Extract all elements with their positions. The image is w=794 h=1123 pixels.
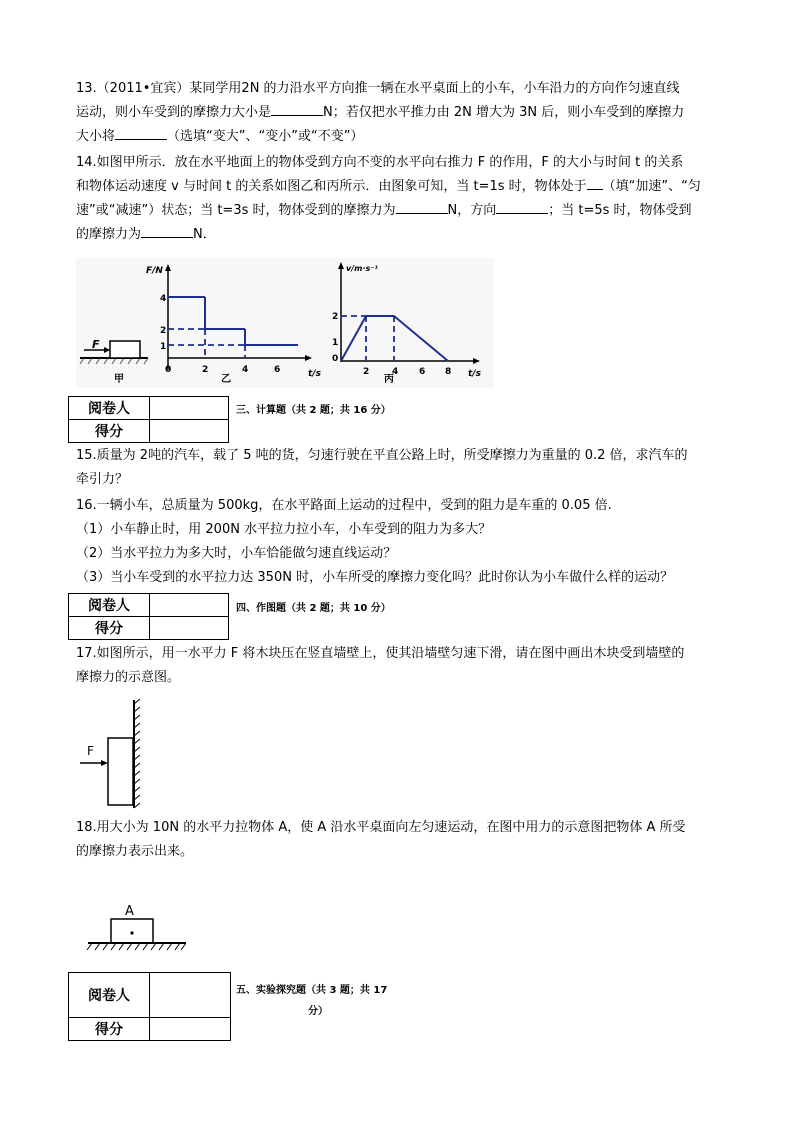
f-axis-label: F/N <box>146 266 163 276</box>
q16-sub3: （3）当小车受到的水平拉力达 350N 时，小车所受的摩擦力变化吗？此时你认为小车做什么样的运动？ <box>76 570 674 585</box>
grader-table <box>68 396 229 443</box>
answer-blank[interactable] <box>271 101 323 116</box>
block <box>110 341 140 358</box>
q16-sub2: （2）当水平拉力为多大时，小车恰能做匀速直线运动？ <box>76 546 397 561</box>
section-5-line2: 分） <box>308 1006 328 1017</box>
score-label: 得分 <box>69 420 150 443</box>
section-5-line1: 五、实验探究题（共 3 题；共 17 <box>236 985 388 996</box>
q15-line2: 牵引力？ <box>76 472 129 487</box>
arrow-head <box>101 760 108 766</box>
answer-blank[interactable] <box>587 175 603 190</box>
q15-line1: 15.质量为 2吨的汽车，载了 5 吨的货，匀速行驶在平直公路上时，所受摩擦力为重量的 0.2 倍，求汽车的 <box>76 448 688 463</box>
q16-line1: 16.一辆小车，总质量为 500kg，在水平路面上运动的过程中，受到的阻力是车重的 0.05 倍. <box>76 498 612 513</box>
reviewer-cell[interactable] <box>150 594 229 617</box>
grader-table <box>68 593 229 640</box>
question-16 <box>76 494 726 590</box>
t2-axis-label: t/s <box>468 369 481 379</box>
q13-line1: 13.（2011•宜宾）某同学用2N 的力沿水平方向推一辆在水平桌面上的小车，小车沿力的方向作匀速直线 <box>76 81 680 96</box>
q14-line3c: ；当 t=5s 时，物体受到 <box>548 203 692 218</box>
figure-background <box>76 258 494 388</box>
score-label: 得分 <box>69 1018 150 1041</box>
q13-line2 <box>76 101 726 125</box>
question-17 <box>76 642 726 690</box>
v-tick-2: 2 <box>332 312 339 322</box>
center-dot <box>130 931 133 934</box>
score-label: 得分 <box>69 617 150 640</box>
t-tick-0: 0 <box>165 365 172 375</box>
object-a <box>111 919 153 943</box>
t2-tick-2: 2 <box>363 367 370 377</box>
yi-label: 乙 <box>221 374 231 385</box>
section-5-heading <box>236 980 416 1022</box>
question-18 <box>76 816 726 864</box>
reviewer-label: 阅卷人 <box>69 397 150 420</box>
q13-line3b: （选填“变大”、“变小”或“不变”） <box>167 129 364 144</box>
grader-table <box>68 972 231 1041</box>
q14-line3a: 速”或“减速”）状态；当 t=3s 时，物体受到的摩擦力为 <box>76 203 396 218</box>
q13-line3 <box>76 125 726 149</box>
question-14 <box>76 151 726 247</box>
figure-17 <box>76 698 156 810</box>
t2-tick-0: 0 <box>332 354 339 364</box>
object-a-label: A <box>125 904 134 919</box>
score-cell[interactable] <box>150 617 229 640</box>
answer-blank[interactable] <box>141 223 193 238</box>
reviewer-label: 阅卷人 <box>69 973 150 1018</box>
question-15 <box>76 444 726 492</box>
v-tick-1: 1 <box>332 338 339 348</box>
section-3-heading: 三、计算题（共 2 题；共 16 分） <box>236 405 391 416</box>
q18-line2: 的摩擦力表示出来。 <box>76 844 194 859</box>
q14-line3 <box>76 199 726 223</box>
q14-line4b: N． <box>193 227 216 242</box>
section-4-heading: 四、作图题（共 2 题；共 10 分） <box>236 603 391 614</box>
answer-blank[interactable] <box>496 199 548 214</box>
t2-tick-4: 4 <box>392 367 399 377</box>
q16-sub1: （1）小车静止时，用 200N 水平拉力拉小车，小车受到的阻力为多大？ <box>76 522 492 537</box>
reviewer-cell[interactable] <box>150 973 231 1018</box>
jia-label: 甲 <box>114 374 124 385</box>
t-tick-6: 6 <box>274 365 281 375</box>
q13-line3a: 大小将 <box>76 129 116 144</box>
q17-line1: 17.如图所示，用一水平力 F 将木块压在竖直墙壁上，使其沿墙壁匀速下滑，请在图中画出木块受到墙壁的 <box>76 646 685 661</box>
t-tick-4: 4 <box>242 365 249 375</box>
q14-line1: 14.如图甲所示．放在水平地面上的物体受到方向不变的水平向右推力 F 的作用，F 的大小与时间 t 的关系 <box>76 155 684 170</box>
v-axis-label: v/m·s⁻¹ <box>346 264 378 273</box>
q14-line4a: 的摩擦力为 <box>76 227 142 242</box>
q14-line2 <box>76 175 726 199</box>
f-tick-4: 4 <box>160 294 167 304</box>
figure-14 <box>76 258 494 388</box>
q14-line4 <box>76 223 726 247</box>
q13-line2b: N；若仅把水平推力由 2N 增大为 3N 后，则小车受到的摩擦力 <box>323 105 685 120</box>
q13-line2a: 运动，则小车受到的摩擦力大小是 <box>76 105 272 120</box>
q14-line3b: N，方向 <box>447 203 497 218</box>
surface-hatch <box>87 943 186 950</box>
bing-label: 丙 <box>384 374 394 385</box>
t-axis-label: t/s <box>308 369 321 379</box>
t-tick-2: 2 <box>202 365 209 375</box>
force-label: F <box>92 338 100 351</box>
f-tick-2: 2 <box>160 326 167 336</box>
t2-tick-6: 6 <box>419 367 426 377</box>
q14-line2b: （填“加速”、“匀 <box>602 179 701 194</box>
score-cell[interactable] <box>150 420 229 443</box>
force-label: F <box>87 744 94 758</box>
figure-18 <box>84 900 190 956</box>
wooden-block <box>108 738 133 805</box>
score-cell[interactable] <box>150 1018 231 1041</box>
reviewer-cell[interactable] <box>150 397 229 420</box>
q17-line2: 摩擦力的示意图。 <box>76 670 181 685</box>
q14-line2a: 和物体运动速度 v 与时间 t 的关系如图乙和丙所示．由图象可知，当 t=1s 时，物体处于 <box>76 179 587 194</box>
answer-blank[interactable] <box>396 199 448 214</box>
q18-line1: 18.用大小为 10N 的水平力拉物体 A，使 A 沿水平桌面向左匀速运动，在图中用力的示意图把物体 A 所受 <box>76 820 686 835</box>
answer-blank[interactable] <box>115 125 167 140</box>
f-tick-1: 1 <box>160 342 167 352</box>
reviewer-label: 阅卷人 <box>69 594 150 617</box>
t2-tick-8: 8 <box>445 367 452 377</box>
question-13 <box>76 77 726 149</box>
